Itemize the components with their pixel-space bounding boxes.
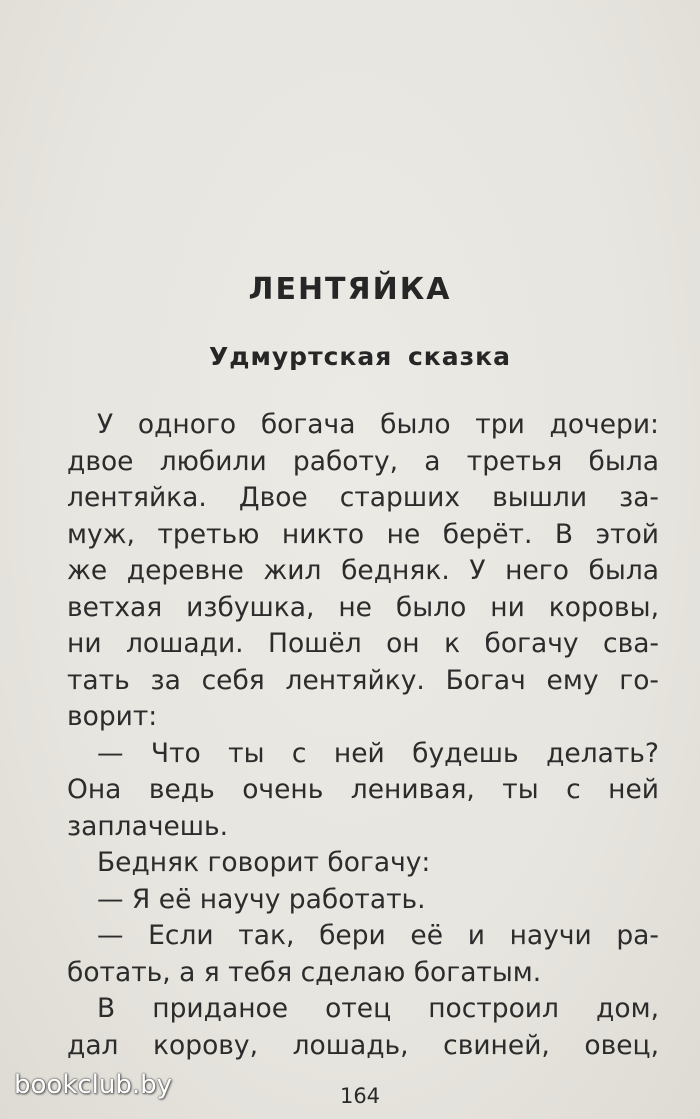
text-line: заплачешь. xyxy=(67,810,229,842)
text-line: ботать, а я тебя сделаю богатым. xyxy=(67,956,542,988)
text-line: дал корову, лошадь, свиней, овец, xyxy=(67,1029,659,1061)
text-line: лентяйка. Двое старших вышли за- xyxy=(67,482,659,513)
watermark: bookclub.by xyxy=(14,1070,173,1100)
text-line: У одного богача было три дочери: xyxy=(97,409,659,440)
text-line: Она ведь очень ленивая, ты с ней xyxy=(67,774,659,805)
text-line: ворит: xyxy=(67,701,158,732)
text-line: двое любили работу, а третья была xyxy=(67,445,659,477)
text-line: — Я её научу работать. xyxy=(97,883,426,915)
story-subtitle: Удмуртская сказка xyxy=(208,342,512,371)
text-line: — Если так, бери её и научи ра- xyxy=(97,920,659,951)
page-number: 164 xyxy=(339,1084,381,1108)
text-line: В приданое отец построил дом, xyxy=(97,993,659,1024)
text-line: ни лошади. Пошёл он к богачу сва- xyxy=(67,628,659,659)
text-line: тать за себя лентяйку. Богач ему го- xyxy=(67,664,659,696)
story-text xyxy=(67,407,659,1064)
text-line: муж, третью никто не берёт. В этой xyxy=(67,518,659,550)
story-title: ЛЕНТЯЙКА xyxy=(248,272,452,307)
text-line: Бедняк говорит богачу: xyxy=(97,847,431,878)
text-line: ветхая избушка, не было ни коровы, xyxy=(67,591,659,623)
text-line: же деревне жил бедняк. У него была xyxy=(67,555,659,586)
text-line: — Что ты с ней будешь делать? xyxy=(97,737,659,769)
